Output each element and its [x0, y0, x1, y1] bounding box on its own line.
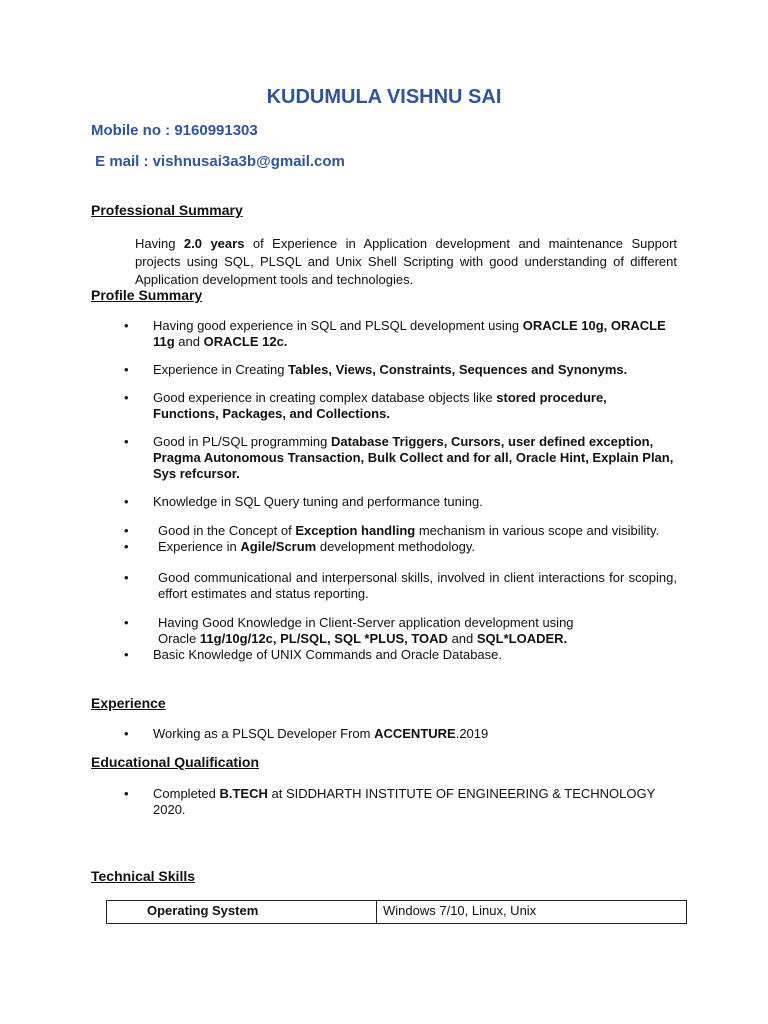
list-item: • Good communicational and interpersonal skills, involved in client interactions for scoping, effort estimates and status reporting. — [130, 570, 678, 602]
list-item: • Knowledge in SQL Query tuning and performance tuning. — [130, 494, 678, 510]
technical-skills-heading: Technical Skills — [91, 868, 196, 884]
list-item: • Completed B.TECH at SIDDHARTH INSTITUTE OF ENGINEERING & TECHNOLOGY 2020. — [130, 786, 690, 818]
experience-heading: Experience — [91, 695, 166, 711]
list-item: • Experience in Creating Tables, Views, Constraints, Sequences and Synonyms. — [130, 362, 678, 378]
list-item: • Basic Knowledge of UNIX Commands and Oracle Database. — [130, 647, 678, 663]
mobile-number: Mobile no : 9160991303 — [91, 122, 258, 139]
candidate-name: KUDUMULA VISHNU SAI — [266, 86, 502, 108]
list-item: • Good in the Concept of Exception handling mechanism in various scope and visibility. — [130, 523, 678, 539]
education-heading: Educational Qualification — [91, 754, 260, 770]
profile-summary-heading: Profile Summary — [91, 287, 203, 303]
technical-skills-table — [106, 900, 687, 924]
list-item: • Experience in Agile/Scrum development methodology. — [130, 539, 678, 555]
list-item: • Working as a PLSQL Developer From ACCENTURE.2019 — [130, 726, 678, 742]
education-list — [130, 786, 690, 818]
list-item: • Having Good Knowledge in Client-Server application development using Oracle 11g/10g/12c, PL/SQL, SQL *PLUS, TOAD and SQL*LOADER. — [130, 615, 678, 647]
experience-list — [130, 726, 678, 742]
skill-category-cell: Operating System — [107, 901, 377, 923]
list-item: • Good experience in creating complex database objects like stored procedure, Functions, Packages, and Collections. — [130, 390, 678, 422]
list-item: • Good in PL/SQL programming Database Triggers, Cursors, user defined exception, Pragma Autonomous Transaction, Bulk Collect and for all, Oracle Hint, Explain Plan, Sys refcursor. — [130, 434, 678, 482]
professional-summary-text: Having 2.0 years of Experience in Application development and maintenance Support projects using SQL, PLSQL and Unix Shell Scripting with good understanding of different Application development tools and technologies. — [135, 236, 678, 287]
professional-summary-heading: Professional Summary — [91, 202, 243, 218]
email-address: E mail : vishnusai3a3b@gmail.com — [91, 153, 345, 170]
list-item: • Having good experience in SQL and PLSQL development using ORACLE 10g, ORACLE 11g and ORACLE 12c. — [130, 318, 678, 350]
skill-value-cell: Windows 7/10, Linux, Unix — [383, 903, 537, 918]
profile-summary-list — [130, 318, 678, 663]
